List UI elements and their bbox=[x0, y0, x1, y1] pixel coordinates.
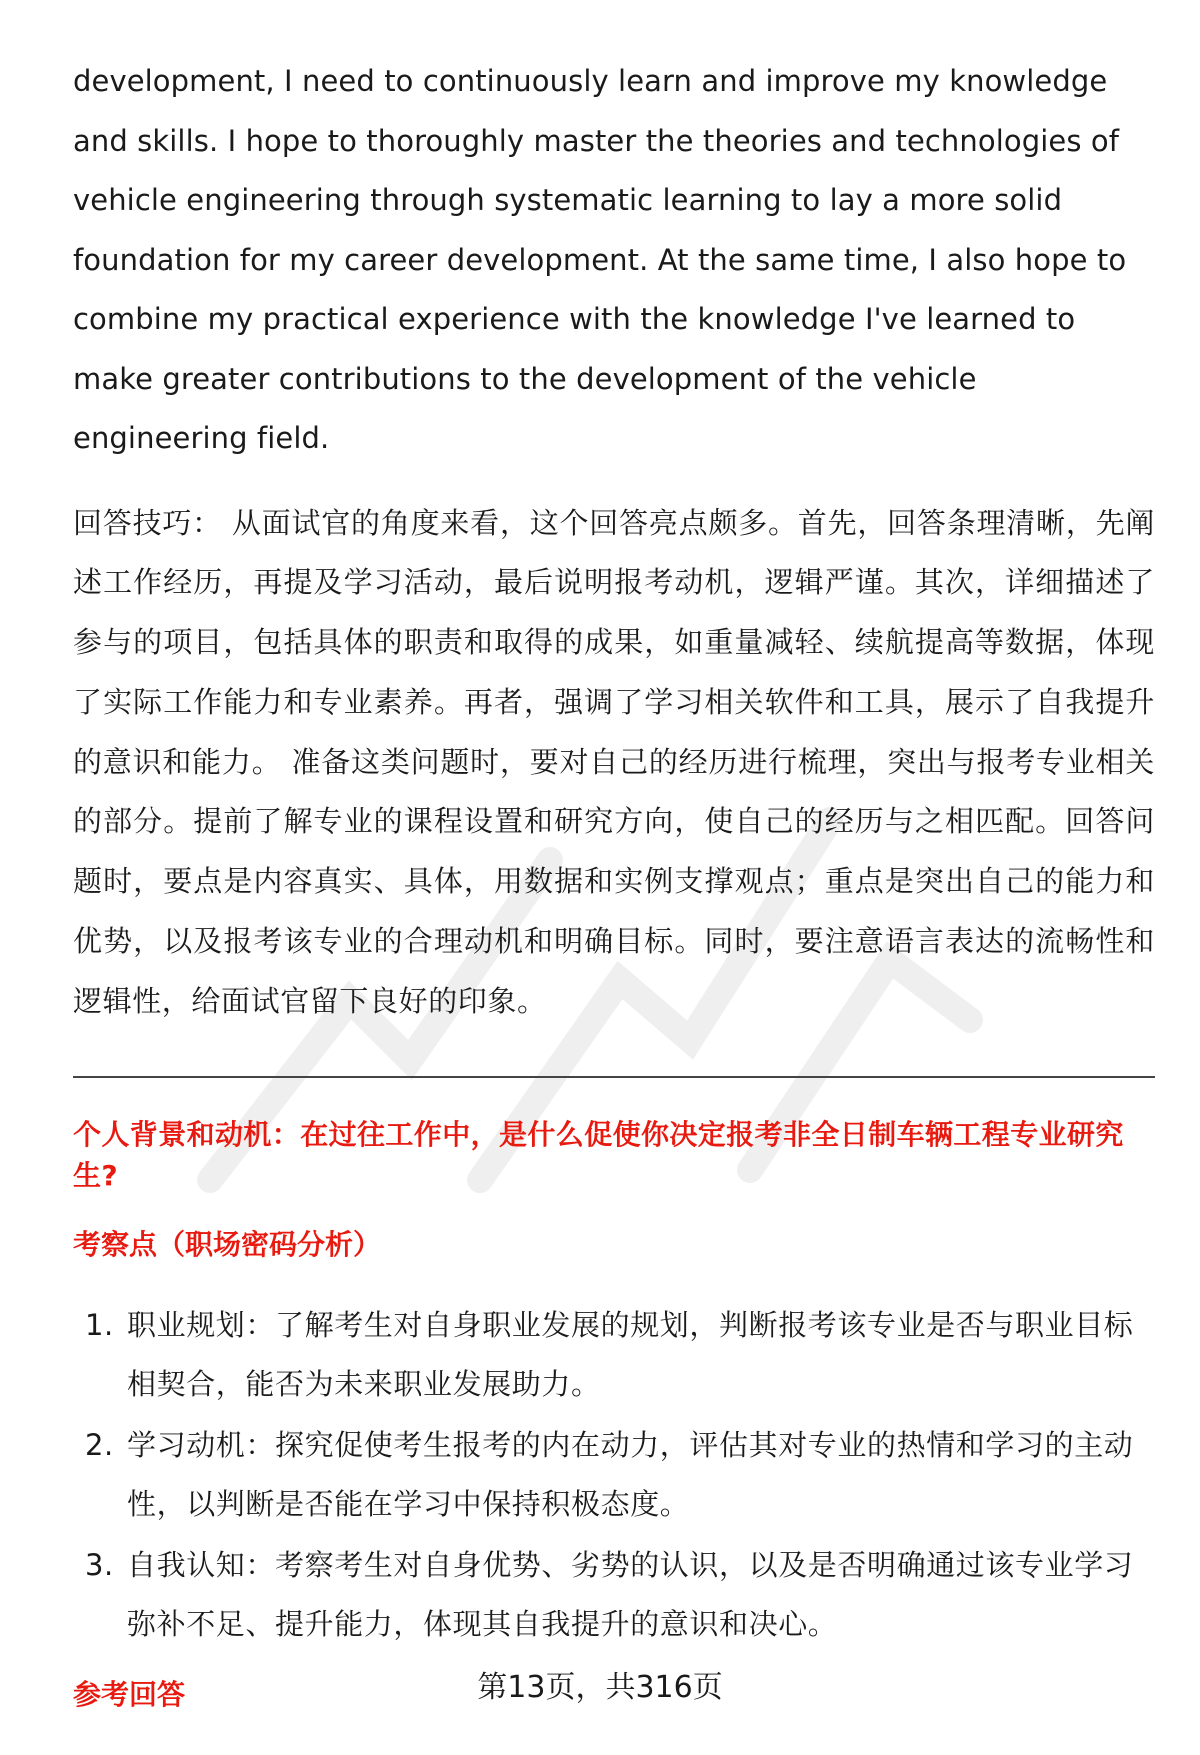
list-item-number: 1. bbox=[85, 1307, 114, 1342]
list-item-text: 自我认知：考察考生对自身优势、劣势的认识，以及是否明确通过该专业学习弥补不足、提升能力，体现其自我提升的意识和决心。 bbox=[127, 1547, 1134, 1642]
english-answer-paragraph: development, I need to continuously learn and improve my knowledge and skills. I hope to thoroughly master the theories and technologies of vehicle engineering through systematic learning to lay a more solid foundation for my career development. At the same time, I also hope to combine my practical experience with the knowledge I've learned to make greater contributions to the development of the vehicle engineering field. bbox=[73, 64, 1127, 455]
list-item bbox=[73, 1536, 1155, 1655]
assessment-points-heading: 考察点（职场密码分析） bbox=[73, 1227, 382, 1261]
list-item-number: 2. bbox=[85, 1427, 114, 1462]
list-item bbox=[73, 1416, 1155, 1535]
reference-answer-heading: 参考回答 bbox=[73, 1677, 186, 1711]
question-heading: 个人背景和动机：在过往工作中，是什么促使你决定报考非全日制车辆工程专业研究生? bbox=[73, 1117, 1124, 1192]
page-number-footer: 第13页，共316页 bbox=[477, 1670, 723, 1705]
list-item-text: 职业规划：了解考生对自身职业发展的规划，判断报考该专业是否与职业目标相契合，能否为未来职业发展助力。 bbox=[127, 1307, 1134, 1402]
assessment-points-list bbox=[73, 1296, 1155, 1655]
list-item-text: 学习动机：探究促使考生报考的内在动力，评估其对专业的热情和学习的主动性，以判断是否能在学习中保持积极态度。 bbox=[127, 1427, 1134, 1522]
list-item-number: 3. bbox=[85, 1547, 114, 1582]
section-divider bbox=[73, 1076, 1155, 1078]
list-item bbox=[73, 1296, 1155, 1415]
answer-tips-paragraph: 回答技巧： 从面试官的角度来看，这个回答亮点颇多。首先，回答条理清晰，先阐述工作经历，再提及学习活动，最后说明报考动机，逻辑严谨。其次，详细描述了参与的项目，包括具体的职责和取得的成果，如重量减轻、续航提高等数据，体现了实际工作能力和专业素养。再者，强调了学习相关软件和工具，展示了自我提升的意识和能力。 准备这类问题时，要对自己的经历进行梳理，突出与报考专业相关的部分。提前了解专业的课程设置和研究方向，使自己的经历与之相匹配。回答问题时，要点是内容真实、具体，用数据和实例支撑观点；重点是突出自己的能力和优势，以及报考该专业的合理动机和明确目标。同时，要注意语言表达的流畅性和逻辑性，给面试官留下良好的印象。 bbox=[73, 505, 1155, 1018]
document-page bbox=[73, 52, 1155, 1715]
